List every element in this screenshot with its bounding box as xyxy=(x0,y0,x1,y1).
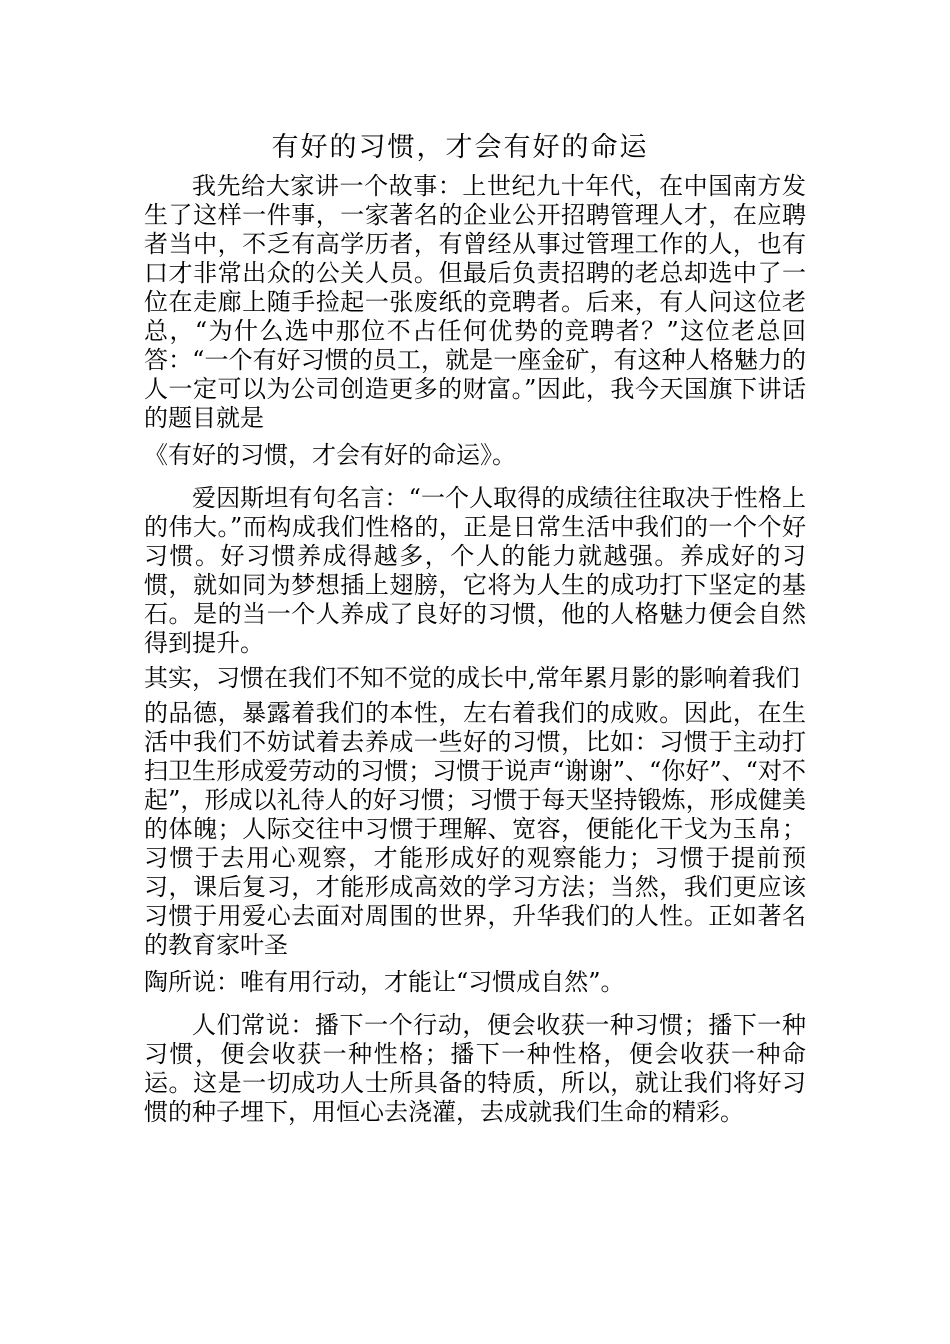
document-body xyxy=(144,170,806,1127)
paragraph-ye-shengtao-quote: 陶所说：唯有用行动，才能让“习惯成自然”。 xyxy=(144,968,625,996)
paragraph-habit-examples: 的品德，暴露着我们的本性，左右着我们的成败。因此，在生活中我们不妨试着去养成一些好的习惯，比如：习惯于主动打扫卫生形成爱劳动的习惯；习惯于说声“谢谢”、“你好”、“对不起”，形成以礼待人的好习惯；习惯于每天坚持锻炼，形成健美的体魄；人际交往中习惯于理解、宽容，便能化干戈为玉帛；习惯于去用心观察，才能形成好的观察能力；习惯于提前预习，课后复习，才能形成高效的学习方法；当然，我们更应该习惯于用爱心去面对周围的世界，升华我们的人性。正如著名的教育家叶圣 xyxy=(144,699,806,959)
paragraph-conclusion: 人们常说：播下一个行动，便会收获一种习惯；播下一种习惯，便会收获一种性格；播下一种性格，便会收获一种命运。这是一切成功人士所具备的特质，所以，就让我们将好习惯的种子埋下，用恒心去浇灌，去成就我们生命的精彩。 xyxy=(144,1011,806,1126)
paragraph-speech-title: 《有好的习惯，才会有好的命运》。 xyxy=(144,441,516,469)
paragraph-story: 我先给大家讲一个故事：上世纪九十年代，在中国南方发生了这样一件事，一家著名的企业公开招聘管理人才，在应聘者当中，不乏有高学历者，有曾经从事过管理工作的人，也有口才非常出众的公关人员。但最后负责招聘的老总却选中了一位在走廊上随手捡起一张废纸的竞聘者。后来，有人问这位老总，“为什么选中那位不占任何优势的竞聘者？”这位老总回答：“一个有好习惯的员工，就是一座金矿，有这种人格魅力的人一定可以为公司创造更多的财富。”因此，我今天国旗下讲话的题目就是 xyxy=(144,172,806,432)
document-title: 有好的习惯，才会有好的命运 xyxy=(271,132,649,163)
paragraph-habit-growth: 其实，习惯在我们不知不觉的成长中,常年累月影的影响着我们 xyxy=(144,664,800,692)
paragraph-einstein-quote: 爱因斯坦有句名言：“一个人取得的成绩往往取决于性格上的伟大。”而构成我们性格的，正是日常生活中我们的一个个好习惯。好习惯养成得越多，个人的能力就越强。养成好的习惯，就如同为梦想插上翅膀，它将为人生的成功打下坚定的基石。是的当一个人养成了良好的习惯，他的人格魅力便会自然得到提升。 xyxy=(144,484,806,657)
